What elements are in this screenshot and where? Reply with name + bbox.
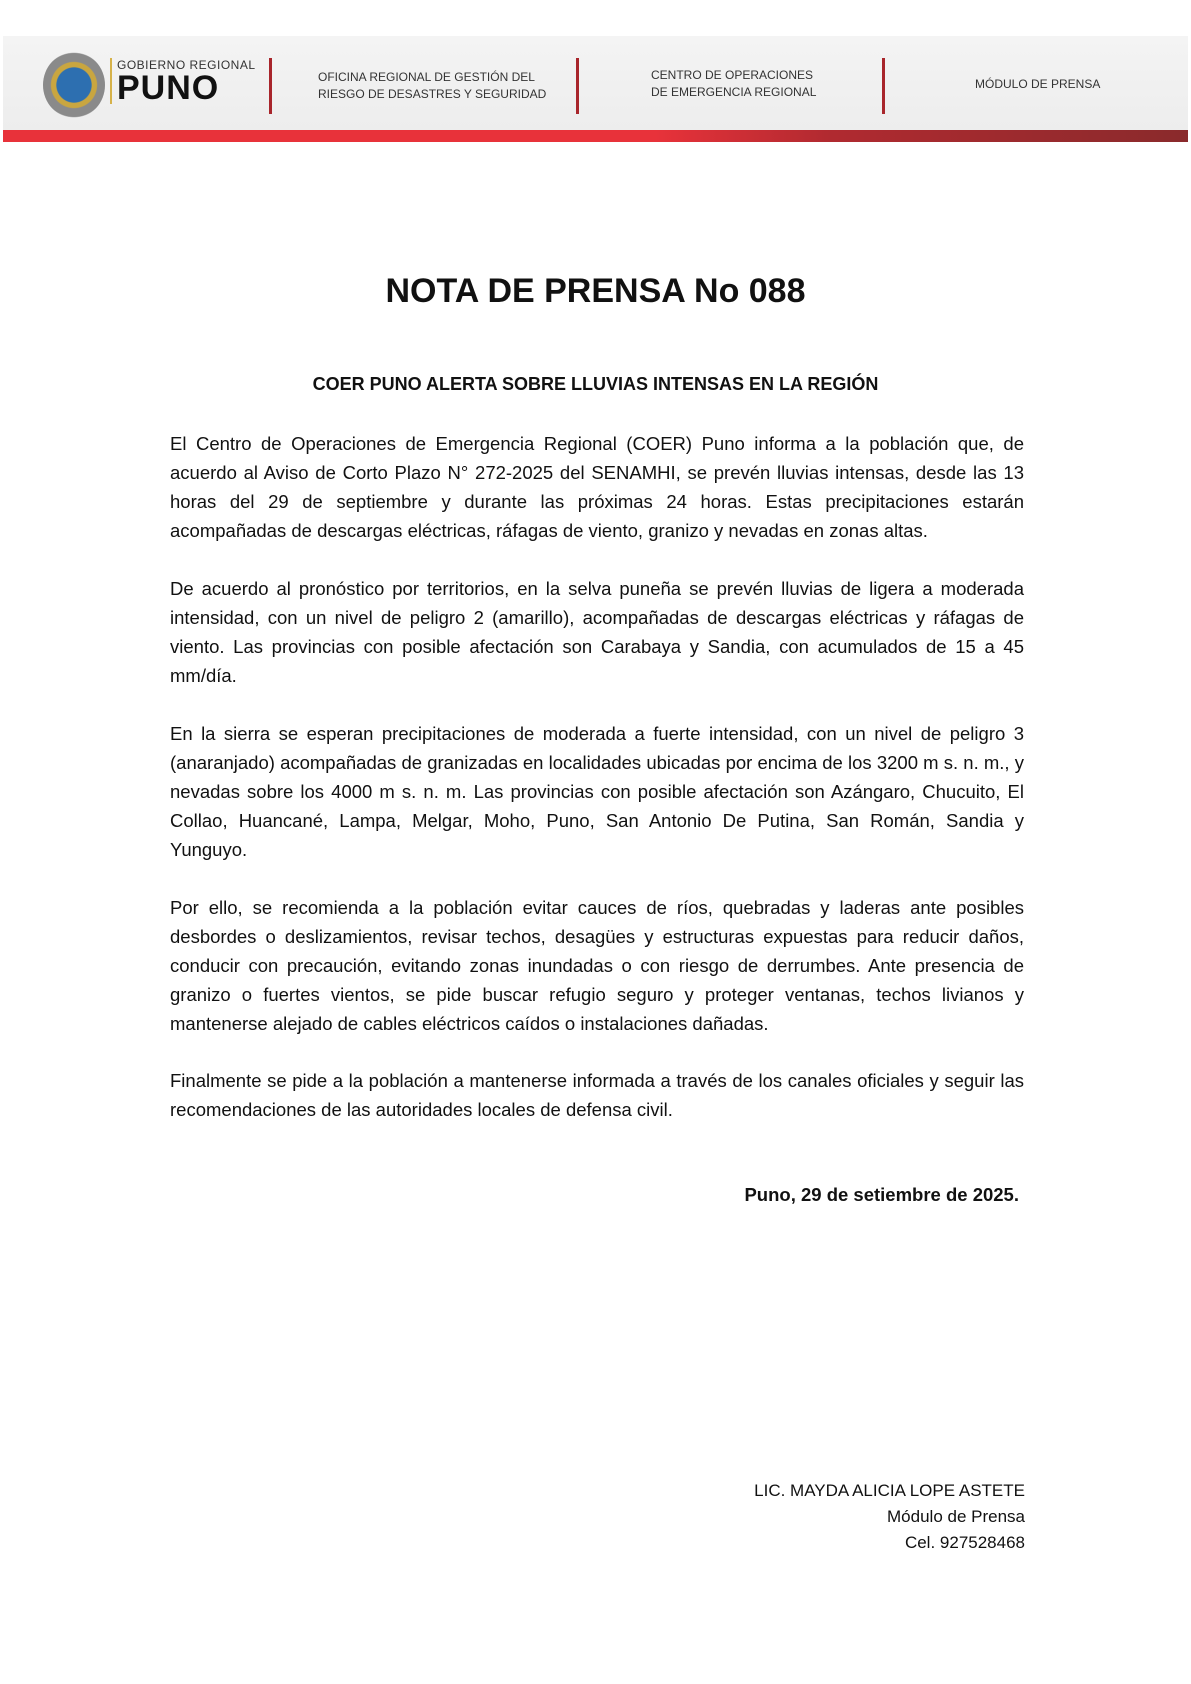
center-line2: DE EMERGENCIA REGIONAL [651, 85, 817, 99]
office-line2: RIESGO DE DESASTRES Y SEGURIDAD [318, 87, 547, 101]
paragraph: El Centro de Operaciones de Emergencia Regional (COER) Puno informa a la población que, de acuerdo al Aviso de Corto Plazo N° 272-2025 del SENAMHI, se prevén lluvias intensas, desde las 13 horas del 29 de septiembre y durante las próximas 24 horas. Estas precipitaciones estarán acompañadas de descargas eléctricas, ráfagas de viento, granizo y nevadas en zonas altas. [170, 433, 1024, 541]
signature-block [754, 1478, 1025, 1556]
logo-line2: PUNO [117, 69, 220, 107]
signatory-role: Módulo de Prensa [887, 1507, 1025, 1526]
office-name [318, 69, 546, 103]
center-name [651, 67, 816, 101]
letterhead [3, 36, 1188, 142]
office-line1: OFICINA REGIONAL DE GESTIÓN DEL [318, 70, 535, 84]
regional-coat-of-arms-logo [43, 52, 105, 118]
logo-line1: GOBIERNO REGIONAL [117, 58, 256, 72]
paragraph: Por ello, se recomienda a la población evitar cauces de ríos, quebradas y laderas ante posibles desbordes o deslizamientos, revisar techos, desagües y estructuras expuestas para reducir daños, conducir con precaución, evitando zonas inundadas o con riesgo de derrumbes. Ante presencia de granizo o fuertes vientos, se pide buscar refugio seguro y proteger ventanas, techos livianos y mantenerse alejado de cables eléctricos caídos o instalaciones dañadas. [170, 897, 1024, 1034]
page-title: NOTA DE PRENSA No 088 [385, 272, 806, 310]
subtitle: COER PUNO ALERTA SOBRE LLUVIAS INTENSAS EN LA REGIÓN [312, 374, 879, 394]
header-red-bar [3, 130, 1188, 142]
date-line: Puno, 29 de setiembre de 2025. [744, 1184, 1019, 1205]
gobierno-regional-logo-text [110, 58, 256, 107]
divider [269, 58, 272, 114]
module-name: MÓDULO DE PRENSA [975, 77, 1101, 91]
divider [576, 58, 579, 114]
divider [882, 58, 885, 114]
paragraph: En la sierra se esperan precipitaciones de moderada a fuerte intensidad, con un nivel de peligro 3 (anaranjado) acompañadas de granizadas en localidades ubicadas por encima de los 3200 m s. n. m., y nevadas sobre los 4000 m s. n. m. Las provincias con posible afectación son Azángaro, Chucuito, El Collao, Huancané, Lampa, Melgar, Moho, Puno, San Antonio De Putina, San Román, Sandia y Yunguyo. [170, 723, 1024, 860]
paragraph: Finalmente se pide a la población a mantenerse informada a través de los canales oficiales y seguir las recomendaciones de las autoridades locales de defensa civil. [170, 1070, 1024, 1120]
signatory-name: LIC. MAYDA ALICIA LOPE ASTETE [754, 1481, 1025, 1500]
signatory-phone: Cel. 927528468 [904, 1533, 1025, 1552]
center-line1: CENTRO DE OPERACIONES [651, 68, 814, 82]
paragraph: De acuerdo al pronóstico por territorios, en la selva puneña se prevén lluvias de ligera a moderada intensidad, con un nivel de peligro 2 (amarillo), acompañadas de descargas eléctricas y ráfagas de viento. Las provincias con posible afectación son Carabaya y Sandia, con acumulados de 15 a 45 mm/día. [170, 578, 1024, 686]
